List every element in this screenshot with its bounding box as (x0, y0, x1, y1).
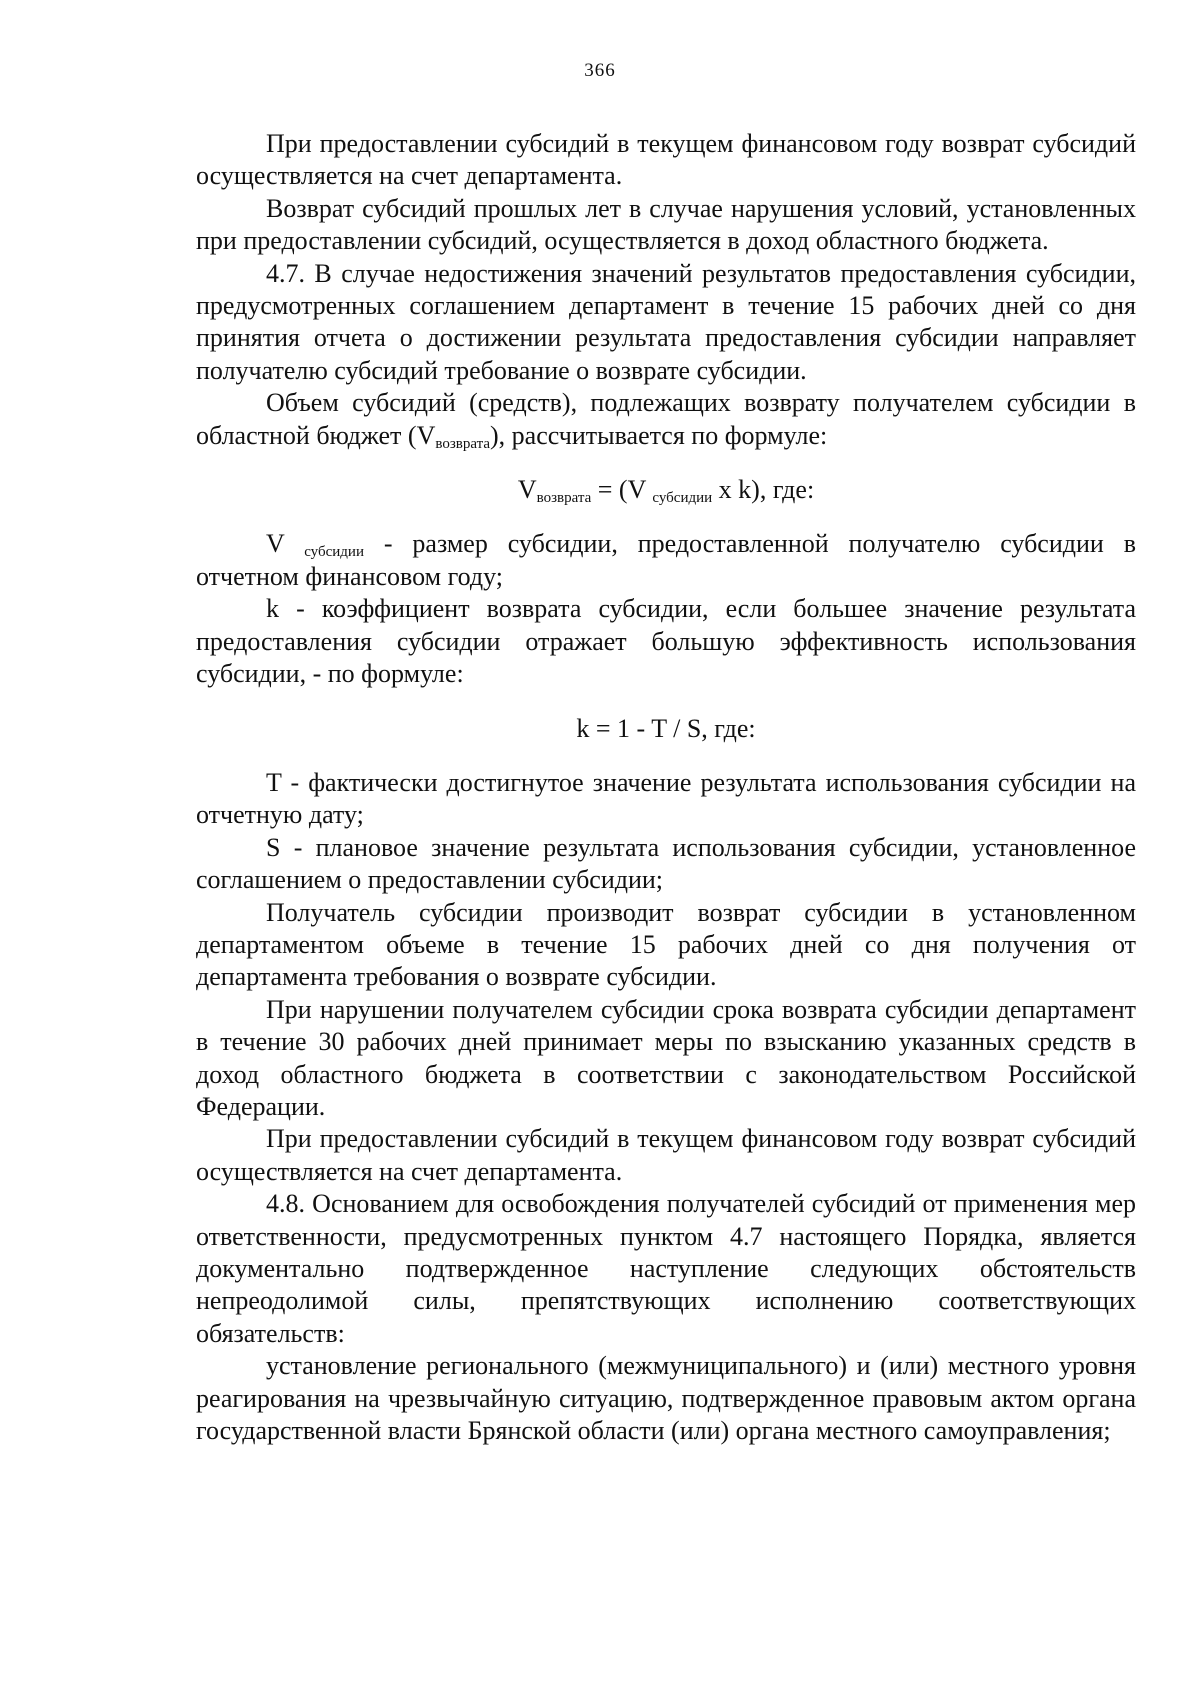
formula-end: x k), где: (712, 475, 815, 505)
paragraph-4-8: 4.8. Основанием для освобождения получателей субсидий от применения мер ответственности, предусмотренных пунктом 4.7 настоящего Порядка, является документально подтвержденное наступление следующих обстоятельств непреодолимой силы, препятствующих исполнению соответствующих обязательств: (196, 1189, 1136, 1348)
paragraph-return-current-year-2: При предоставлении субсидий в текущем финансовом году возврат субсидий осуществляется на счет департамента. (196, 1124, 1136, 1186)
paragraph-recipient-return: Получатель субсидии производит возврат субсидии в установленном департаментом объеме в течение 15 рабочих дней со дня получения от департамента требования о возврате субсидии. (196, 897, 1136, 992)
paragraph-k-definition: k - коэффициент возврата субсидии, если большее значение результата предоставления субсидии отражает большую эффективность использования субсидии, - по формуле: (196, 594, 1136, 689)
paragraph-volume (196, 387, 1136, 452)
paragraph-t-definition: T - фактически достигнутое значение результата использования субсидии на отчетную дату; (196, 767, 1136, 830)
volume-subscript: возврата (435, 435, 491, 452)
formula-return-volume (196, 474, 1136, 506)
lower-block (196, 767, 1136, 1448)
paragraph-return-current-year: При предоставлении субсидий в текущем финансовом году возврат субсидий осуществляется на счет департамента. (196, 129, 1136, 191)
paragraph-4-7: 4.7. В случае недостижения значений результатов предоставления субсидии, предусмотренных соглашением департамент в течение 15 рабочих дней со дня принятия отчета о достижении результата предоставления субсидии направляет получателю субсидий требование о возврате субсидии. (196, 258, 1136, 385)
volume-text-before: Объем субсидий (средств), подлежащих возврату получателем субсидии в областной бюджет (V (196, 388, 1136, 450)
paragraph-s-definition: S - плановое значение результата использования субсидии, установленное соглашением о предоставлении субсидии; (196, 832, 1136, 895)
document-body (196, 128, 1136, 1447)
paragraph-return-past-years: Возврат субсидий прошлых лет в случае нарушения условий, установленных при предоставлении субсидий, осуществляется в доход областного бюджета. (196, 193, 1136, 256)
paragraph-v-subsidy-definition (196, 528, 1136, 593)
vsub-text: - размер субсидии, предоставленной получателю субсидии в отчетном финансовом году; (196, 529, 1136, 591)
volume-text-after: ), рассчитывается по формуле: (490, 420, 828, 450)
page-number: 366 (584, 60, 616, 81)
formula-v: V (517, 475, 537, 505)
formula-sub-return: возврата (536, 490, 592, 507)
formula-middle: = (V (591, 475, 653, 505)
vsub-v: V (266, 529, 305, 559)
vsub-subscript: субсидии (304, 544, 364, 561)
paragraph-violation: При нарушении получателем субсидии срока возврата субсидии департамент в течение 30 рабочих дней принимает меры по взысканию указанных средств в доход областного бюджета в соответствии с законодательством Российской Федерации. (196, 994, 1136, 1121)
formula-sub-subsidy: субсидии (652, 490, 713, 507)
paragraph-emergency: установление регионального (межмуниципального) и (или) местного уровня реагирования на чрезвычайную ситуацию, подтвержденное правовым актом органа государственной власти Брянской области (или) органа местного самоуправления; (196, 1351, 1136, 1446)
formula-k: k = 1 - T / S, где: (576, 713, 756, 743)
